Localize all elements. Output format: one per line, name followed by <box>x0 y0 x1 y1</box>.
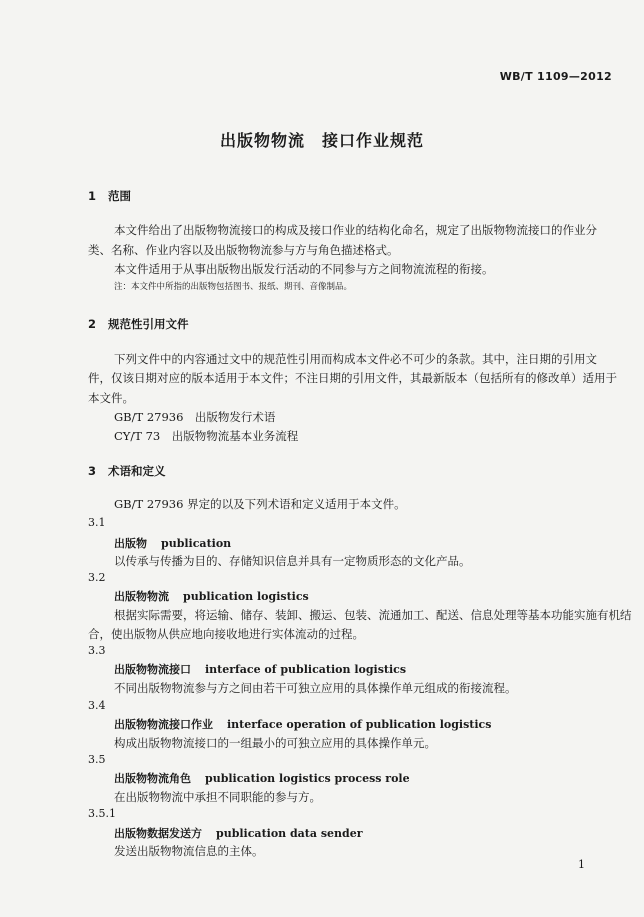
reference-item: GB/T 27936 出版物发行术语 <box>114 410 276 424</box>
paragraph-line: 本文件给出了出版物物流接口的构成及接口作业的结构化命名，规定了出版物物流接口的作业分 <box>114 223 597 237</box>
term-definition: 合，使出版物从供应地向接收地进行实体流动的过程。 <box>88 627 364 641</box>
section-title: 范围 <box>108 189 131 203</box>
term-en: publication <box>161 537 232 550</box>
term-definition: 以传承与传播为目的、存储知识信息并具有一定物质形态的文化产品。 <box>114 554 471 568</box>
section-heading-references <box>88 316 189 332</box>
term-definition: 根据实际需要，将运输、储存、装卸、搬运、包装、流通加工、配送、信息处理等基本功能实施有机结 <box>114 608 632 622</box>
term-zh: 出版物物流接口作业 <box>114 718 213 731</box>
section-number: 2 <box>88 317 97 331</box>
section-title: 术语和定义 <box>108 464 166 478</box>
note: 注：本文件中所指的出版物包括图书、报纸、期刊、音像制品。 <box>114 282 353 292</box>
clause-number: 3.5.1 <box>88 807 116 820</box>
term-en: publication data sender <box>216 827 363 840</box>
section-number: 3 <box>88 464 97 478</box>
term-entry <box>114 770 410 786</box>
term-zh: 出版物数据发送方 <box>114 827 202 840</box>
term-zh: 出版物物流 <box>114 590 169 603</box>
paragraph-line: 类、名称、作业内容以及出版物物流参与方与角色描述格式。 <box>88 243 399 257</box>
term-definition: 不同出版物物流参与方之间由若干可独立应用的具体操作单元组成的衔接流程。 <box>114 681 517 695</box>
term-entry <box>114 661 406 677</box>
standard-number: WB/T 1109—2012 <box>499 70 612 83</box>
term-entry <box>114 716 491 732</box>
reference-item: CY/T 73 出版物物流基本业务流程 <box>114 429 299 443</box>
clause-number: 3.1 <box>88 516 106 529</box>
clause-number: 3.3 <box>88 644 106 657</box>
clause-number: 3.4 <box>88 699 106 712</box>
paragraph-line: 本文件。 <box>88 391 134 405</box>
document-title: 出版物物流 接口作业规范 <box>219 131 424 150</box>
term-entry <box>114 588 309 604</box>
page-number: 1 <box>578 858 585 871</box>
term-zh: 出版物 <box>114 537 147 550</box>
clause-number: 3.2 <box>88 571 106 584</box>
paragraph-line: GB/T 27936 界定的以及下列术语和定义适用于本文件。 <box>114 497 406 511</box>
term-definition: 在出版物物流中承担不同职能的参与方。 <box>114 790 321 804</box>
term-zh: 出版物物流接口 <box>114 663 191 676</box>
term-en: interface operation of publication logistics <box>227 718 492 731</box>
paragraph-line: 件，仅该日期对应的版本适用于本文件；不注日期的引用文件，其最新版本（包括所有的修改单）适用于 <box>88 371 617 385</box>
term-definition: 发送出版物物流信息的主体。 <box>114 844 264 858</box>
section-heading-scope <box>88 188 131 204</box>
section-title: 规范性引用文件 <box>108 317 189 331</box>
clause-number: 3.5 <box>88 753 106 766</box>
term-entry <box>114 535 231 551</box>
term-zh: 出版物物流角色 <box>114 772 191 785</box>
term-entry <box>114 825 363 841</box>
term-en: publication logistics <box>183 590 309 603</box>
section-heading-terms <box>88 463 166 479</box>
term-en: interface of publication logistics <box>205 663 407 676</box>
paragraph-line: 本文件适用于从事出版物出版发行活动的不同参与方之间物流流程的衔接。 <box>114 262 494 276</box>
term-en: publication logistics process role <box>205 772 410 785</box>
term-definition: 构成出版物物流接口的一组最小的可独立应用的具体操作单元。 <box>114 736 436 750</box>
paragraph-line: 下列文件中的内容通过文中的规范性引用而构成本文件必不可少的条款。其中，注日期的引用文 <box>114 352 597 366</box>
section-number: 1 <box>88 189 97 203</box>
